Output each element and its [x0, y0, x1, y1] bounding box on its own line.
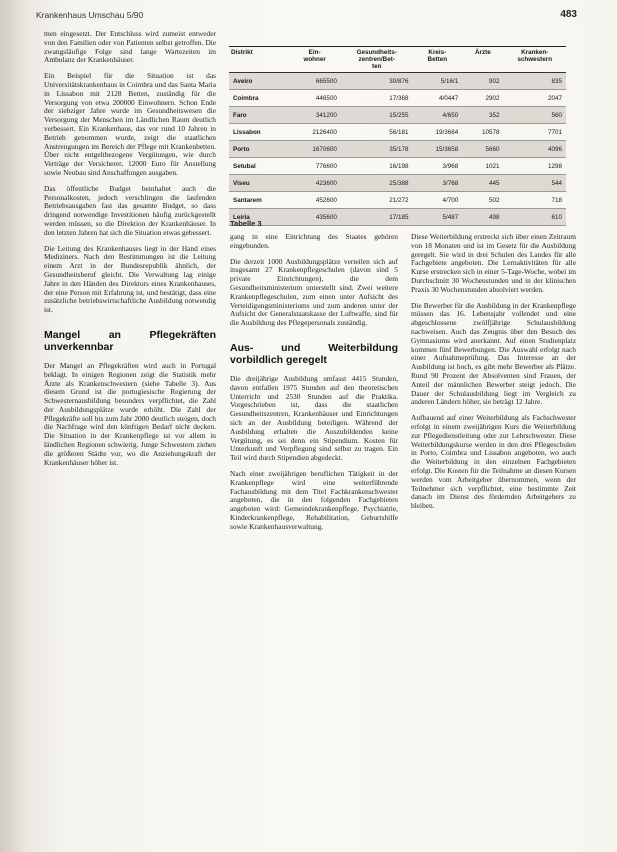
column-header: Kreis- Betten: [412, 47, 462, 73]
text-column-2: [230, 233, 398, 845]
table-row: [229, 124, 566, 141]
cell: 445: [462, 175, 503, 192]
paragraph: men eingesetzt. Der Entschluss wird zumeist entweder von den Familien oder von Patienten selbst getroffen. Die zwangsläufige Folge sind lange Wartezeiten im Ambulanz der Krankenhäuser.: [44, 30, 216, 65]
cell: 446500: [288, 90, 341, 107]
page-number: 483: [560, 9, 577, 20]
cell: 452600: [288, 192, 341, 209]
cell: 1298: [503, 158, 566, 175]
cell: 4/0447: [412, 90, 462, 107]
cell: 560: [503, 107, 566, 124]
table-row: [229, 107, 566, 124]
paragraph: gang in eine Einrichtung des Staates gehören eingebunden.: [230, 233, 398, 250]
cell: 610: [503, 209, 566, 226]
cell: Faro: [229, 107, 288, 124]
cell: 56/181: [341, 124, 413, 141]
cell: 2126400: [288, 124, 341, 141]
column-header: Kranken- schwestern: [503, 47, 566, 73]
cell: 352: [462, 107, 503, 124]
cell: Aveiro: [229, 73, 288, 90]
cell: 835: [503, 73, 566, 90]
table-row: [229, 141, 566, 158]
cell: Coimbra: [229, 90, 288, 107]
paragraph: Ein Beispiel für die Situation ist das Universitätskrankenhaus in Coimbra und das Santa Maria in Lissabon mit 2128 Betten, zuständig für die Versorgung von etwa 200000 Einwohnern. Schon Ende der siebziger Jahre wurde im Gesundheitswesen die Versorgung der Menschen im Ländlichen Raum deutlich verbessert. Ein Krankenhaus, das vor rund 10 Jahren in Betrieb genommen wurde, zeigt die staatlichen Anstrengungen im Bereich der Pflege mit Krankenbetten. Über nicht entgeltbezogene Vergütungen, wie durch Verträge der Versicherer, 12000 Euro für Anstellung sowie Neubau sind Anschaffungen ausgaben.: [44, 71, 216, 177]
cell: 423600: [288, 175, 341, 192]
cell: 4/650: [412, 107, 462, 124]
cell: 502: [462, 192, 503, 209]
cell: 902: [462, 73, 503, 90]
column-header: Ein- wohner: [288, 47, 341, 73]
paragraph: Die Leitung des Krankenhauses liegt in der Hand eines Mediziners. Nach den Bestimmungen ist die Leitung einem Arzt in der Bundesrepublik ähnlich, der Gesundheitsberuf gleicht. Die Verwaltung lag einige Jahre in den Händen des Direktors eines Krankenhauses, der eine Person mit Erfahrung ist, und bestätigt, dass eine zusätzliche betriebswirtschaftliche Ausbildung notwendig ist.: [44, 243, 216, 315]
cell: 16/198: [341, 158, 413, 175]
table-header-row: [229, 47, 566, 73]
cell: 718: [503, 192, 566, 209]
cell: 4/700: [412, 192, 462, 209]
cell: 17/368: [341, 90, 413, 107]
cell: 1670600: [288, 141, 341, 158]
text-column-1: [44, 30, 216, 845]
running-header: Krankenhaus Umschau 5/90: [36, 10, 144, 20]
cell: 4096: [503, 141, 566, 158]
table-row: [229, 175, 566, 192]
paragraph: Diese Weiterbildung erstreckt sich über einen Zeitraum von 18 Monaten und ist im Gesetz für die Ausbildung geregelt. Sie wird in drei Schulen des Landes für alle Fachgebiete angeboten. Die Lernaktivitäten für alle Kurse erstrecken sich in einer 5-Tage-Woche, wobei im Durchschnitt 30 Wochenstunden und in der klinischen Praxis 30 Wochenstunden absolviert werden.: [411, 233, 576, 294]
cell: 3/968: [412, 158, 462, 175]
section-heading: Mangel an Pflegekräften unverkennbar: [44, 328, 216, 353]
table-row: [229, 192, 566, 209]
section-heading: Aus- und Weiterbildung vorbildlich geregelt: [230, 341, 398, 366]
table-row: [229, 158, 566, 175]
cell: 5/16/1: [412, 73, 462, 90]
cell: Setubal: [229, 158, 288, 175]
table-row: [229, 73, 566, 90]
table-row: [229, 90, 566, 107]
cell: 544: [503, 175, 566, 192]
cell: 435600: [288, 209, 341, 226]
cell: Santarem: [229, 192, 288, 209]
paragraph: Der Mangel an Pflegekräften wird auch in Portugal beklagt. In einigen Regionen zeigt die Statistik mehr Ärzte als Krankenschwestern (siehe Tabelle 3). Aus diesem Grund ist die portugiesische Regierung der Schwesternausbildung besonders verpflichtet, die Zahl der Ausbildungsplätze wurde erhöht. Die Zahl der Pflegekräfte soll bis zum Jahr 2000 deutlich steigen, doch die Nachfrage wird den künftigen Bedarf nicht decken. Die Situation in der Krankenpflege ist vor allem in ländlichen Regionen schwierig. Junge Schwestern ziehen die größeren Städte vor, wo die Anziehungskraft der Krankenhäuser höher ist.: [44, 360, 216, 467]
cell: Porto: [229, 141, 288, 158]
paragraph: Die dreijährige Ausbildung umfasst 4415 Stunden, davon entfallen 1975 Stunden auf den theoretischen Unterricht und 2530 Stunden auf die Praktika. Vorgeschrieben ist, dass die staatlichen Gesundheitszentren, Krankenhäuser und Einrichtungen sich an der Ausbildung beteiligen. Während der Ausbildung erhalten die Auszubildenden keine Vergütung, es sei denn ein Stipendium. Kosten für Unterkunft und Verpflegung sind selbst zu tragen. Ein Teil wird durch Stipendien abgedeckt.: [230, 373, 398, 463]
paragraph: Das öffentliche Budget beinhaltet auch die Personalkosten, jedoch verschlingen die laufenden Betriebsausgaben fast das gesamte Budget, so dass dringend notwendige Investitionen häufig zurückgestellt werden müssen, so die Direktion der Krankenhäuser. In den letzten Jahren hat sich die Situation etwas gebessert.: [44, 183, 216, 237]
cell: Lissabon: [229, 124, 288, 141]
cell: 25/388: [341, 175, 413, 192]
cell: 15/3658: [412, 141, 462, 158]
cell: 776600: [288, 158, 341, 175]
paragraph: Nach einer zweijährigen beruflichen Tätigkeit in der Krankenpflege wird eine weiterführende Fachausbildung mit dem Titel Fachkrankenschwester angeboten, die in den folgenden Fachgebieten angeboten wird: Gemeindekrankenpflege, Psychiatrie, Kinderkrankenpflege, Rehabilitation, Geburtshilfe sowie Krankenhausverwaltung.: [230, 468, 398, 531]
table-caption: Tabelle 3: [230, 219, 262, 228]
column-header: Ärzte: [462, 47, 503, 73]
cell: 665500: [288, 73, 341, 90]
cell: 5660: [462, 141, 503, 158]
cell: 17/185: [341, 209, 413, 226]
cell: 5/487: [412, 209, 462, 226]
table-row: [229, 209, 566, 226]
cell: 10578: [462, 124, 503, 141]
cell: 7701: [503, 124, 566, 141]
text-column-3: [411, 233, 576, 845]
paragraph: Die Bewerber für die Ausbildung in der Krankenpflege müssen das 16. Lebensjahr vollendet und eine abgeschlossene zwölfjährige Schulausbildung nachweisen. Auch das Zeugnis über den Besuch des Gymnasiums wird anerkannt. Auf einen Studienplatz kommen fünf Bewerbungen. Die Auswahl erfolgt nach einer Aufnahmeprüfung. Das Interesse an der Ausbildung ist hoch, es gibt mehr Bewerber als Plätze. Rund 90 Prozent der Absolventen sind Frauen, der Anteil der männlichen Bewerber steigt jedoch. Die Dauer der Schulausbildung liegt im Vergleich zu anderen Ländern höher, sie beträgt 12 Jahre.: [411, 300, 576, 407]
cell: 21/272: [341, 192, 413, 209]
cell: 19/3684: [412, 124, 462, 141]
cell: 2902: [462, 90, 503, 107]
paragraph: Die derzeit 1000 Ausbildungsplätze verteilen sich auf insgesamt 27 Krankenpflegeschulen (davon sind 5 private Einrichtungen), die dem Gesundheitsministerium unterstellt sind. Zwei weitere Krankenpflegeschulen, zum einen unter Aufsicht des Verteidigungsministeriums und zum anderen unter der Aufsicht der Generalstaatskasse der Luftwaffe, sind für die Ausbildung des Pflegepersonals zuständig.: [230, 256, 398, 328]
cell: 498: [462, 209, 503, 226]
cell: 15/255: [341, 107, 413, 124]
cell: 3/768: [412, 175, 462, 192]
statistics-table: [229, 46, 566, 226]
cell: 35/178: [341, 141, 413, 158]
cell: Leiria: [229, 209, 288, 226]
paragraph: Aufbauend auf einer Weiterbildung als Fachschwester erfolgt in einem zweijährigen Kurs die Weiterbildung zur Pflegedienstleitung oder zur Lehrschwester. Diese Weiterbildungskurse werden in den drei Pflegeschulen in Porto, Coimbra und Lissabon angeboten, wo auch die Weiterbildung in den einzelnen Fachgebieten erfolgt. Die Kosten für die Teilnahme an diesen Kursen werden vom Arbeitgeber übernommen, wenn der Teilnehmer sich verpflichtet, eine bestimmte Zeit danach im Dienst des fördernden Arbeitgebers zu bleiben.: [411, 413, 576, 511]
cell: 2047: [503, 90, 566, 107]
cell: 30/876: [341, 73, 413, 90]
column-header: Distrikt: [229, 47, 288, 73]
cell: 341200: [288, 107, 341, 124]
column-header: Gesundheits- zentren/Bet- ten: [341, 47, 413, 73]
cell: 1021: [462, 158, 503, 175]
cell: Viseu: [229, 175, 288, 192]
